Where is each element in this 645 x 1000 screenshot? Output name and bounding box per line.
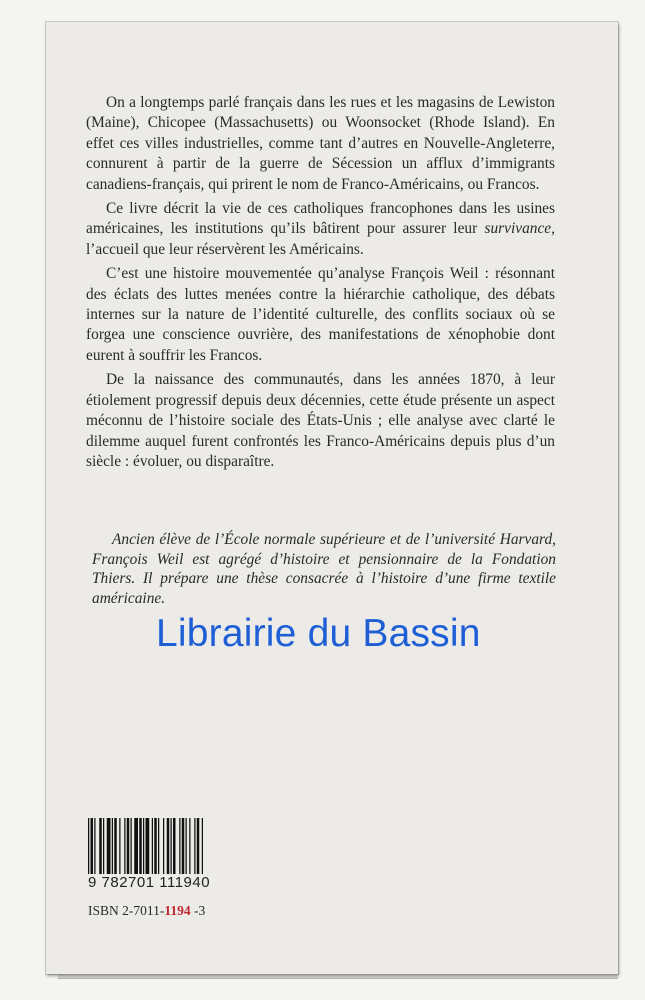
blurb-paragraph-4: De la naissance des communautés, dans les années 1870, à leur étiolement progressif depuis deux décennies, cette étude présente un aspect méconnu de l’histoire sociale des États-Unis ; elle analyse avec clarté le dilemme auquel furent confrontés les Franco-Américains depuis plus d’un siècle : évoluer, ou disparaître. xyxy=(86,371,555,470)
isbn-suffix: -3 xyxy=(190,903,206,918)
blurb-paragraph-2 xyxy=(86,199,555,260)
barcode-image xyxy=(88,818,240,874)
isbn-highlight: 1194 xyxy=(164,903,191,918)
seller-watermark: Librairie du Bassin xyxy=(156,612,481,655)
blurb-paragraph-3: C’est une histoire mouvementée qu’analyse François Weil : résonnant des éclats des luttes menées contre la hiérarchie catholique, des débats internes sur la nature de l’identité culturelle, des conflits sociaux où se forgea une conscience ouvrière, des manifestations de xénophobie dont eurent à souffrir les Francos. xyxy=(86,265,555,364)
isbn-prefix: ISBN 2-7011- xyxy=(88,903,165,918)
blurb-text xyxy=(86,93,555,476)
blurb-paragraph-2-tail: , l’accueil que leur réservèrent les Américains. xyxy=(86,220,555,258)
blurb-italic-word: survivance xyxy=(484,220,552,238)
author-bio: Ancien élève de l’École normale supérieure et de l’université Harvard, François Weil est agrégé d’histoire et pensionnaire de la Fondation Thiers. Il prépare une thèse consacrée à l’histoire d’une firme textile américaine. xyxy=(92,531,556,607)
blurb-paragraph-1: On a longtemps parlé français dans les rues et les magasins de Lewiston (Maine), Chicopee (Massachusetts) ou Woonsocket (Rhode Island). En effet ces villes industrielles, comme tant d’autres en Nouvelle-Angleterre, connurent à partir de la guerre de Sécession un afflux d’immigrants canadiens-français, qui prirent le nom de Franco-Américains, ou Francos. xyxy=(86,94,555,193)
blurb-paragraph-2-text: Ce livre décrit la vie de ces catholiques francophones dans les usines américaines, les institutions qu’ils bâtirent pour assurer leur xyxy=(86,200,555,238)
isbn-number xyxy=(88,903,205,919)
barcode-digits: 9 782701 111940 xyxy=(88,874,211,891)
